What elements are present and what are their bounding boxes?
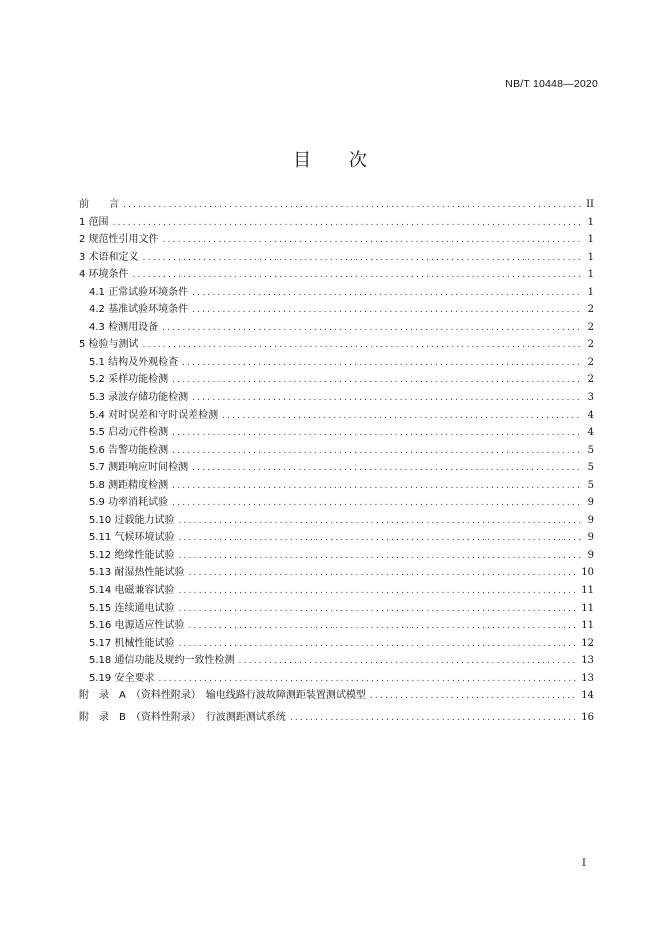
toc-entry[interactable] [79, 603, 594, 615]
toc-entry-label: 5.16 电源适应性试验 [89, 620, 185, 632]
toc-entry-page: 13 [581, 655, 594, 667]
toc-entry[interactable] [79, 199, 594, 211]
toc-leader-dots [222, 410, 582, 422]
toc-entry-page: 5 [587, 462, 594, 474]
toc-leader-dots [172, 497, 582, 509]
toc-entry-label: 5.9 功率消耗试验 [89, 497, 169, 509]
toc-leader-dots [172, 427, 582, 439]
toc-leader-dots [178, 638, 577, 650]
toc-leader-dots [192, 462, 582, 474]
toc-entry[interactable] [79, 567, 594, 579]
toc-entry-page: 16 [581, 712, 594, 724]
toc-entry[interactable] [79, 287, 594, 299]
toc-entry-label: 5.17 机械性能试验 [89, 637, 175, 649]
toc-entry[interactable] [79, 217, 594, 229]
toc-entry-page: II [586, 199, 594, 210]
toc-entry[interactable] [79, 480, 594, 492]
toc-entry-label: 5 检验与测试 [79, 339, 139, 351]
toc-entry-page: 2 [587, 339, 594, 351]
toc-entry-label: 5.19 安全要求 [89, 672, 155, 684]
toc-entry[interactable] [79, 690, 594, 702]
toc-entry-label: 5.2 采样功能检测 [89, 374, 169, 386]
toc-entry-label: 附 录 B （资料性附录） 行波测距测试系统 [79, 712, 286, 724]
toc-entry-page: 2 [587, 321, 594, 333]
toc-entry-label: 5.10 过载能力试验 [89, 514, 175, 526]
toc-entry[interactable] [79, 712, 594, 724]
toc-entry[interactable] [79, 462, 594, 474]
toc-leader-dots [182, 357, 582, 369]
toc-entry-label: 5.12 绝缘性能试验 [89, 549, 175, 561]
toc-leader-dots [172, 480, 582, 492]
toc-entry-page: 1 [587, 269, 594, 281]
toc-entry-page: 1 [587, 286, 594, 298]
toc-entry[interactable] [79, 445, 594, 457]
toc-entry-page: 2 [587, 374, 594, 386]
table-of-contents [79, 199, 594, 734]
toc-entry-page: 11 [581, 602, 594, 614]
toc-leader-dots [192, 392, 582, 404]
title-char-1: 目 [293, 150, 314, 171]
page-title [0, 146, 662, 172]
toc-entry-page: 2 [587, 304, 594, 316]
toc-entry[interactable] [79, 673, 594, 685]
toc-entry[interactable] [79, 585, 594, 597]
toc-entry-page: 13 [581, 672, 594, 684]
toc-entry[interactable] [79, 234, 594, 246]
toc-entry-label: 5.1 结构及外观检查 [89, 356, 179, 368]
toc-entry-page: 10 [581, 567, 594, 579]
toc-entry-label: 1 范围 [79, 216, 109, 228]
toc-entry[interactable] [79, 427, 594, 439]
toc-entry-page: 2 [587, 356, 594, 368]
page-number: I [582, 858, 586, 869]
toc-entry-label: 5.6 告警功能检测 [89, 444, 169, 456]
toc-entry-page: 9 [587, 532, 594, 544]
toc-leader-dots [123, 199, 582, 211]
toc-entry-page: 1 [587, 216, 594, 228]
toc-leader-dots [143, 252, 582, 264]
toc-entry-label: 4.2 基准试验环境条件 [89, 304, 189, 316]
toc-entry[interactable] [79, 269, 594, 281]
toc-entry-label: 3 术语和定义 [79, 251, 139, 263]
toc-entry-label: 附 录 A （资料性附录） 输电线路行波故障测距装置测试模型 [79, 690, 366, 702]
toc-leader-dots [188, 567, 577, 579]
toc-leader-dots [133, 269, 582, 281]
toc-entry-page: 1 [587, 251, 594, 263]
toc-entry-page: 4 [587, 427, 594, 439]
toc-entry-label: 4 环境条件 [79, 269, 129, 281]
toc-entry[interactable] [79, 655, 594, 667]
toc-entry-label: 5.3 录波存储功能检测 [89, 392, 189, 404]
toc-leader-dots [238, 655, 577, 667]
toc-entry-label: 5.7 测距响应时间检测 [89, 462, 189, 474]
toc-entry-label: 4.3 检测用设备 [89, 321, 159, 333]
toc-leader-dots [370, 690, 577, 702]
toc-entry[interactable] [79, 339, 594, 351]
toc-leader-dots [178, 550, 582, 562]
toc-leader-dots [158, 673, 577, 685]
toc-entry-label: 5.8 测距精度检测 [89, 479, 169, 491]
toc-entry-label: 5.5 启动元件检测 [89, 427, 169, 439]
toc-entry-page: 5 [587, 444, 594, 456]
toc-entry[interactable] [79, 638, 594, 650]
toc-leader-dots [192, 287, 582, 299]
toc-leader-dots [172, 445, 582, 457]
toc-entry-page: 11 [581, 585, 594, 597]
toc-entry[interactable] [79, 550, 594, 562]
toc-entry-page: 4 [587, 409, 594, 421]
toc-entry-page: 9 [587, 549, 594, 561]
document-code: NB/T 10448—2020 [505, 78, 598, 90]
toc-entry-label: 5.11 气候环境试验 [89, 532, 175, 544]
toc-entry[interactable] [79, 357, 594, 369]
toc-entry[interactable] [79, 515, 594, 527]
toc-entry[interactable] [79, 620, 594, 632]
toc-entry[interactable] [79, 392, 594, 404]
toc-leader-dots [162, 322, 582, 334]
toc-leader-dots [178, 585, 577, 597]
toc-entry-label: 5.18 通信功能及规约一致性检测 [89, 655, 235, 667]
toc-entry[interactable] [79, 497, 594, 509]
toc-entry-page: 14 [581, 690, 594, 702]
toc-entry-label: 5.14 电磁兼容试验 [89, 585, 175, 597]
toc-entry-label: 5.4 对时误差和守时误差检测 [89, 409, 219, 421]
toc-entry-label: 5.15 连续通电试验 [89, 602, 175, 614]
toc-leader-dots [163, 234, 582, 246]
toc-leader-dots [290, 712, 577, 724]
toc-entry[interactable] [79, 374, 594, 386]
toc-entry[interactable] [79, 322, 594, 334]
toc-leader-dots [178, 515, 582, 527]
toc-entry[interactable] [79, 532, 594, 544]
toc-leader-dots [178, 532, 582, 544]
toc-entry-page: 9 [587, 514, 594, 526]
toc-leader-dots [172, 374, 582, 386]
toc-leader-dots [178, 603, 577, 615]
toc-entry[interactable] [79, 252, 594, 264]
toc-entry[interactable] [79, 304, 594, 316]
toc-leader-dots [113, 217, 582, 229]
toc-entry-page: 5 [587, 479, 594, 491]
toc-leader-dots [143, 339, 582, 351]
toc-leader-dots [188, 620, 577, 632]
toc-entry-label: 5.13 耐湿热性能试验 [89, 567, 185, 579]
toc-entry[interactable] [79, 410, 594, 422]
toc-entry-label: 2 规范性引用文件 [79, 234, 159, 246]
title-char-2: 次 [348, 150, 369, 171]
toc-entry-page: 9 [587, 497, 594, 509]
toc-entry-page: 11 [581, 620, 594, 632]
toc-entry-page: 12 [581, 637, 594, 649]
toc-entry-page: 3 [587, 392, 594, 404]
toc-entry-label: 4.1 正常试验环境条件 [89, 286, 189, 298]
toc-entry-label: 前 言 [79, 199, 119, 210]
toc-leader-dots [192, 304, 582, 316]
toc-entry-page: 1 [587, 234, 594, 246]
